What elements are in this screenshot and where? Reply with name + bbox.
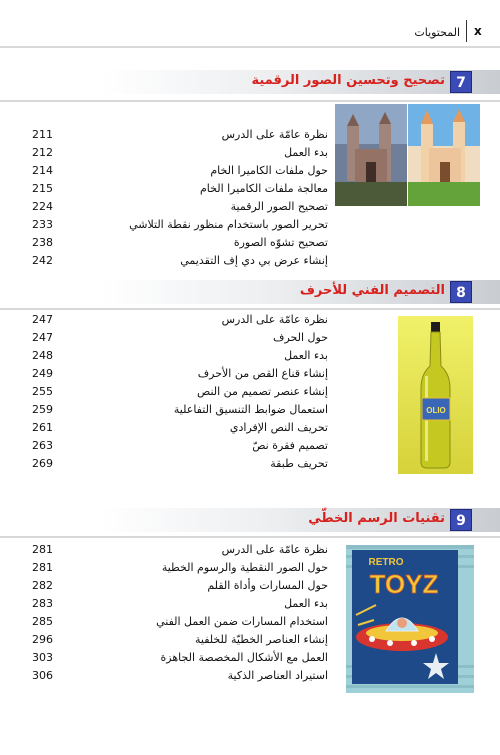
toc-item[interactable]: 242 إنشاء عرض بي دي إف التقديمي (32, 254, 328, 267)
toc-item[interactable]: 285 استخدام المسارات ضمن العمل الفني (32, 615, 328, 628)
toc-item[interactable]: 224 تصحيح الصور الرقمية (32, 200, 328, 213)
chapter-title[interactable]: تصحيح وتحسين الصور الرقمية (251, 73, 445, 88)
toc-item[interactable]: 303 العمل مع الأشكال المخصصة الجاهزة (32, 651, 328, 664)
church-photos-image (335, 104, 480, 206)
chapter-header (0, 68, 500, 98)
top-bar (0, 0, 500, 56)
toc-item[interactable]: 248 بدء العمل (32, 349, 328, 362)
toc-item[interactable]: 281 نظرة عامّة على الدرس (32, 543, 328, 556)
retro-toyz-poster-image (346, 545, 474, 693)
toc-item[interactable]: 238 تصحيح تشوّه الصورة (32, 236, 328, 249)
chapter-header (0, 506, 500, 536)
divider (466, 20, 467, 42)
toc-item[interactable]: 306 استيراد العناصر الذكية (32, 669, 328, 682)
toc-item[interactable]: 233 تحرير الصور باستخدام منظور نقطة التلاشي (32, 218, 328, 231)
toc-item[interactable]: 215 معالجة ملفات الكاميرا الخام (32, 182, 328, 195)
divider (0, 308, 500, 310)
toc-item[interactable]: 263 تصميم فقرة نصّ (32, 439, 328, 452)
poster-title-large: TOYZ (369, 569, 439, 599)
toc-item[interactable]: 283 بدء العمل (32, 597, 328, 610)
toc-item[interactable]: 249 إنشاء قناع القص من الأحرف (32, 367, 328, 380)
toc-item[interactable]: 281 حول الصور النقطية والرسوم الخطية (32, 561, 328, 574)
divider (0, 536, 500, 538)
toc-item[interactable]: 255 إنشاء عنصر تصميم من النص (32, 385, 328, 398)
bottle-label: OLIO (426, 406, 446, 415)
poster-title-small: RETRO (368, 557, 404, 568)
chapter-title[interactable]: التصميم الفني للأحرف (299, 283, 445, 298)
chapter-number: 9 (450, 509, 472, 531)
toc-item[interactable]: 296 إنشاء العناصر الخطيّة للخلفية (32, 633, 328, 646)
page-title: المحتويات (414, 26, 460, 39)
toc-item[interactable]: 259 استعمال ضوابط التنسيق التفاعلية (32, 403, 328, 416)
chapter-number: 8 (450, 281, 472, 303)
close-icon[interactable]: x (474, 24, 482, 38)
bottle-image (398, 316, 473, 474)
divider (0, 46, 500, 48)
chapter-header (0, 278, 500, 308)
chapter-title[interactable]: تقنيات الرسم الخطّي (308, 511, 445, 526)
divider (0, 100, 500, 102)
toc-item[interactable]: 247 حول الحرف (32, 331, 328, 344)
toc-item[interactable]: 247 نظرة عامّة على الدرس (32, 313, 328, 326)
toc-item[interactable]: 261 تحريف النص الإفرادي (32, 421, 328, 434)
toc-item[interactable]: 282 حول المسارات وأداة القلم (32, 579, 328, 592)
chapter-number: 7 (450, 71, 472, 93)
toc-item[interactable]: 212 بدء العمل (32, 146, 328, 159)
toc-item[interactable]: 211 نظرة عامّة على الدرس (32, 128, 328, 141)
toc-item[interactable]: 214 حول ملفات الكاميرا الخام (32, 164, 328, 177)
toc-item[interactable]: 269 تحريف طبقة (32, 457, 328, 470)
